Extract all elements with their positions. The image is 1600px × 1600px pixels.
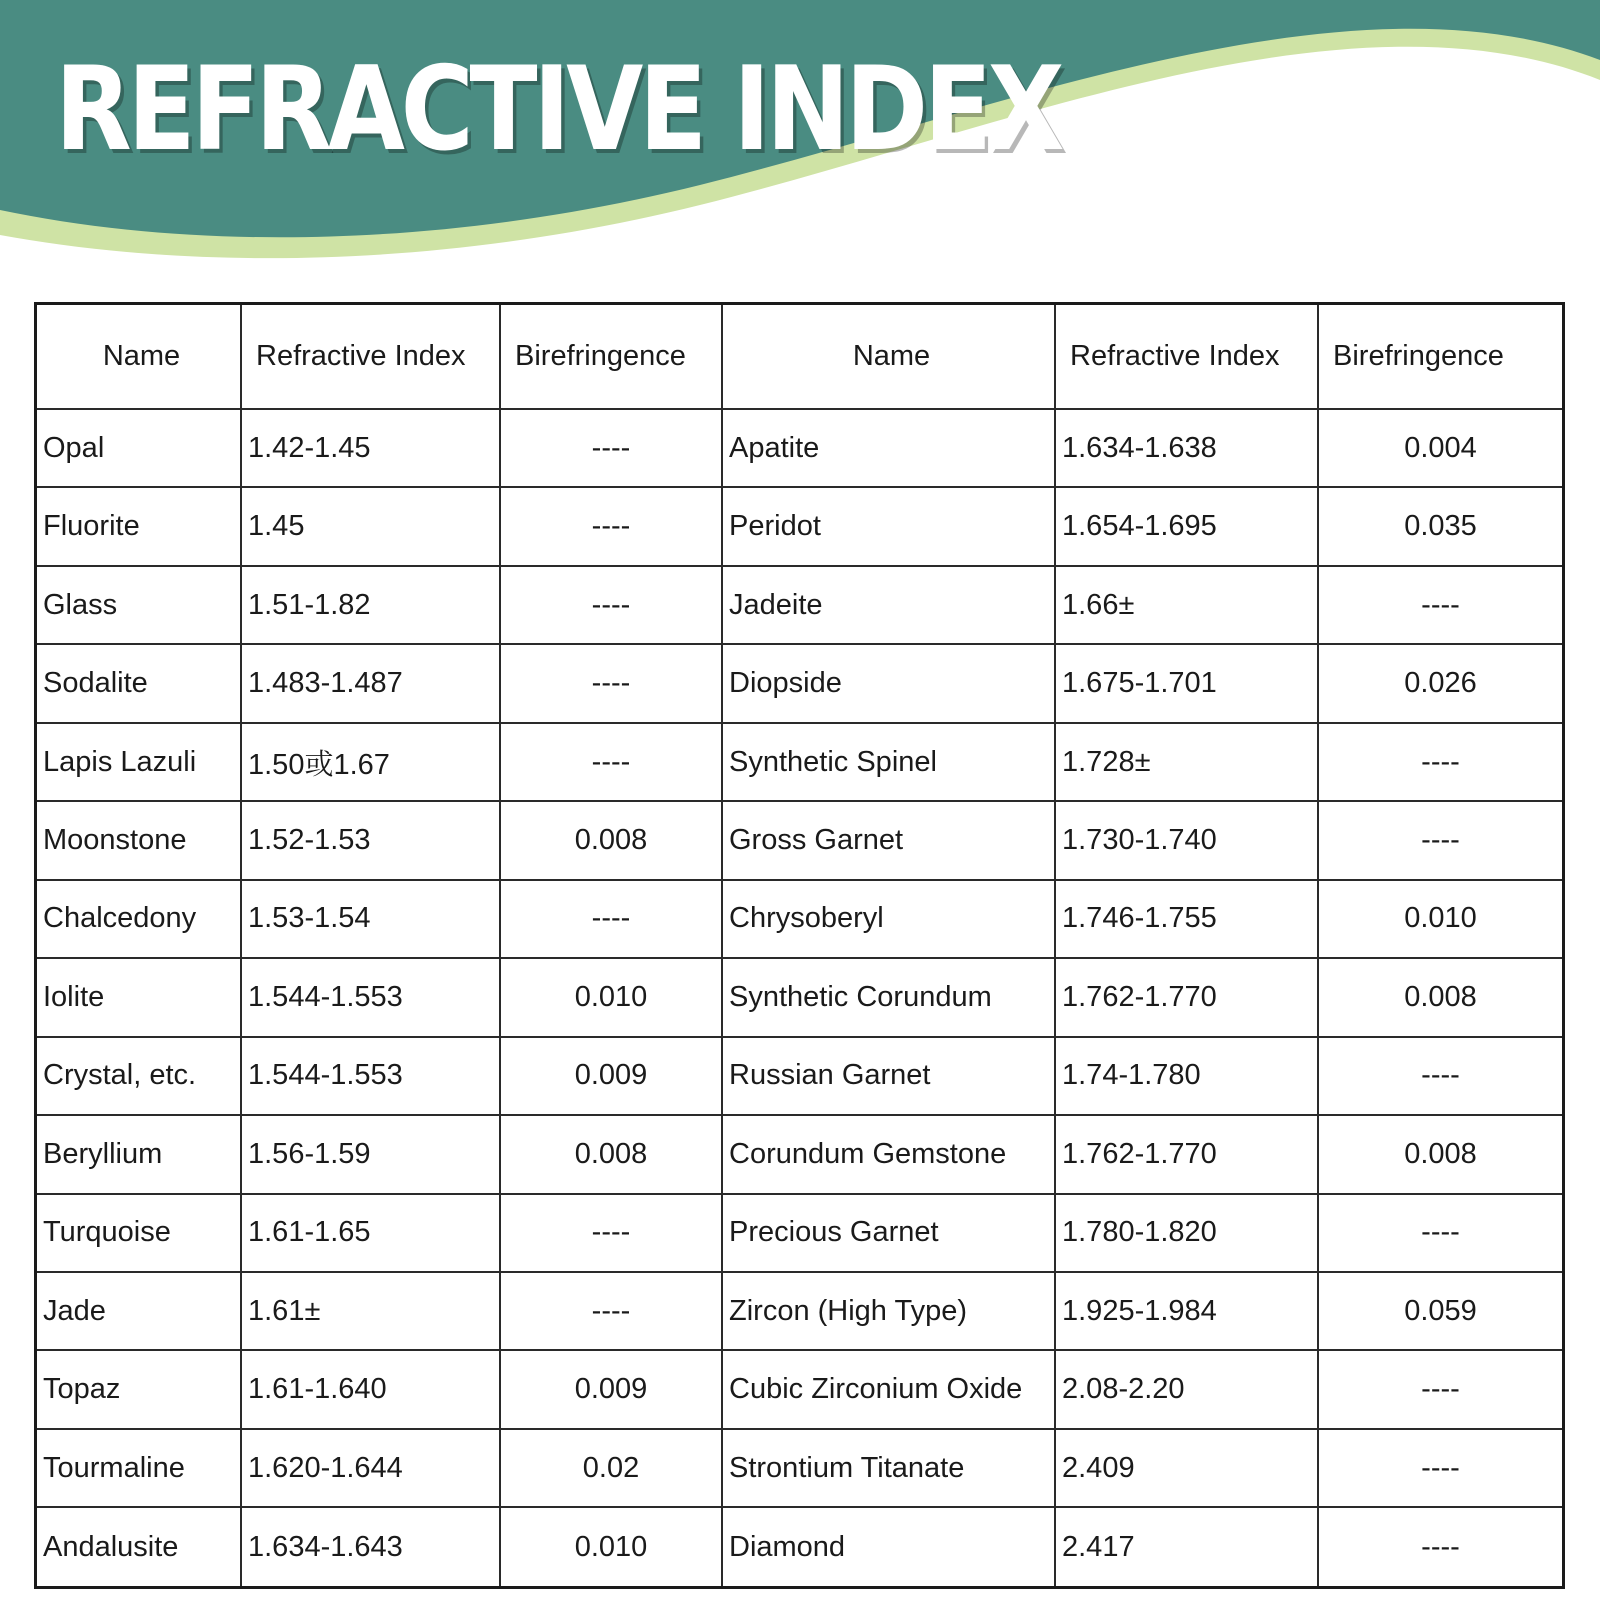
cell-name: Turquoise (37, 1194, 241, 1272)
cell-refractive-index: 1.634-1.638 (1055, 409, 1318, 487)
cell-name: Gross Garnet (722, 801, 1055, 879)
cell-birefringence: 0.008 (500, 801, 722, 879)
cell-refractive-index: 1.675-1.701 (1055, 644, 1318, 722)
cell-name: Chrysoberyl (722, 880, 1055, 958)
cell-refractive-index: 1.45 (241, 487, 500, 565)
table-row (37, 1350, 1562, 1428)
page-title: REFRACTIVE INDEX (55, 42, 1061, 177)
table-row (37, 409, 1562, 487)
cell-refractive-index: 2.409 (1055, 1429, 1318, 1507)
cell-refractive-index: 1.52-1.53 (241, 801, 500, 879)
cell-refractive-index: 1.61± (241, 1272, 500, 1350)
cell-name: Precious Garnet (722, 1194, 1055, 1272)
table-row (37, 487, 1562, 565)
cell-refractive-index: 1.762-1.770 (1055, 958, 1318, 1036)
cell-refractive-index: 1.925-1.984 (1055, 1272, 1318, 1350)
cell-birefringence: ---- (1318, 723, 1562, 801)
cell-name: Lapis Lazuli (37, 723, 241, 801)
cell-birefringence: ---- (500, 409, 722, 487)
cell-refractive-index: 1.544-1.553 (241, 958, 500, 1036)
column-header-name: Name (722, 305, 1055, 409)
cell-refractive-index: 1.730-1.740 (1055, 801, 1318, 879)
cell-birefringence: 0.008 (500, 1115, 722, 1193)
cell-refractive-index: 1.728± (1055, 723, 1318, 801)
cell-refractive-index: 1.42-1.45 (241, 409, 500, 487)
cell-name: Cubic Zirconium Oxide (722, 1350, 1055, 1428)
table-row (37, 644, 1562, 722)
column-header-refractive-index: Refractive Index (1055, 305, 1318, 409)
column-header-name: Name (37, 305, 241, 409)
cell-name: Iolite (37, 958, 241, 1036)
cell-refractive-index: 1.61-1.65 (241, 1194, 500, 1272)
cell-name: Crystal, etc. (37, 1037, 241, 1115)
cell-name: Jadeite (722, 566, 1055, 644)
cell-birefringence: 0.008 (1318, 1115, 1562, 1193)
cell-refractive-index: 1.544-1.553 (241, 1037, 500, 1115)
cell-birefringence: ---- (500, 644, 722, 722)
cell-refractive-index: 1.654-1.695 (1055, 487, 1318, 565)
table-row (37, 566, 1562, 644)
cell-birefringence: ---- (1318, 566, 1562, 644)
column-header-refractive-index: Refractive Index (241, 305, 500, 409)
data-table (37, 305, 1562, 1586)
cell-refractive-index: 1.53-1.54 (241, 880, 500, 958)
cell-birefringence: ---- (500, 880, 722, 958)
column-header-birefringence: Birefringence (1318, 305, 1562, 409)
table-header-row (37, 305, 1562, 409)
cell-birefringence: ---- (1318, 1507, 1562, 1586)
cell-name: Synthetic Corundum (722, 958, 1055, 1036)
cell-name: Fluorite (37, 487, 241, 565)
cell-refractive-index: 2.08-2.20 (1055, 1350, 1318, 1428)
cell-refractive-index: 1.746-1.755 (1055, 880, 1318, 958)
cell-birefringence: 0.004 (1318, 409, 1562, 487)
cell-birefringence: 0.009 (500, 1350, 722, 1428)
cell-name: Diopside (722, 644, 1055, 722)
cell-birefringence: ---- (500, 487, 722, 565)
cell-birefringence: ---- (1318, 1037, 1562, 1115)
cell-birefringence: 0.009 (500, 1037, 722, 1115)
cell-birefringence: ---- (500, 1272, 722, 1350)
table-row (37, 1037, 1562, 1115)
cell-birefringence: 0.008 (1318, 958, 1562, 1036)
cell-name: Tourmaline (37, 1429, 241, 1507)
table-row (37, 1272, 1562, 1350)
cell-refractive-index: 1.74-1.780 (1055, 1037, 1318, 1115)
cell-name: Jade (37, 1272, 241, 1350)
cell-name: Sodalite (37, 644, 241, 722)
cell-refractive-index: 1.620-1.644 (241, 1429, 500, 1507)
cell-name: Chalcedony (37, 880, 241, 958)
cell-birefringence: ---- (1318, 801, 1562, 879)
cell-refractive-index: 1.483-1.487 (241, 644, 500, 722)
cell-name: Andalusite (37, 1507, 241, 1586)
cell-name: Russian Garnet (722, 1037, 1055, 1115)
cell-refractive-index: 1.50或1.67 (241, 723, 500, 801)
column-header-birefringence: Birefringence (500, 305, 722, 409)
table-row (37, 958, 1562, 1036)
cell-refractive-index: 1.780-1.820 (1055, 1194, 1318, 1272)
cell-birefringence: ---- (500, 1194, 722, 1272)
cell-birefringence: ---- (1318, 1350, 1562, 1428)
cell-name: Corundum Gemstone (722, 1115, 1055, 1193)
cell-birefringence: 0.010 (1318, 880, 1562, 958)
cell-birefringence: ---- (500, 566, 722, 644)
table-row (37, 1115, 1562, 1193)
refractive-index-table (34, 302, 1565, 1589)
cell-name: Topaz (37, 1350, 241, 1428)
cell-name: Peridot (722, 487, 1055, 565)
cell-name: Zircon (High Type) (722, 1272, 1055, 1350)
cell-name: Strontium Titanate (722, 1429, 1055, 1507)
cell-name: Opal (37, 409, 241, 487)
cell-name: Diamond (722, 1507, 1055, 1586)
table-row (37, 880, 1562, 958)
table-body (37, 409, 1562, 1586)
cell-birefringence: ---- (500, 723, 722, 801)
cell-refractive-index: 1.66± (1055, 566, 1318, 644)
cell-birefringence: 0.010 (500, 958, 722, 1036)
table-row (37, 723, 1562, 801)
cell-name: Apatite (722, 409, 1055, 487)
cell-name: Beryllium (37, 1115, 241, 1193)
cell-refractive-index: 1.634-1.643 (241, 1507, 500, 1586)
cell-birefringence: 0.010 (500, 1507, 722, 1586)
cell-refractive-index: 1.56-1.59 (241, 1115, 500, 1193)
cell-refractive-index: 2.417 (1055, 1507, 1318, 1586)
cell-refractive-index: 1.61-1.640 (241, 1350, 500, 1428)
cell-birefringence: 0.059 (1318, 1272, 1562, 1350)
cell-birefringence: 0.026 (1318, 644, 1562, 722)
table-row (37, 1429, 1562, 1507)
table-row (37, 1507, 1562, 1586)
cell-refractive-index: 1.51-1.82 (241, 566, 500, 644)
cell-birefringence: ---- (1318, 1429, 1562, 1507)
cell-name: Moonstone (37, 801, 241, 879)
table-row (37, 1194, 1562, 1272)
cell-birefringence: 0.02 (500, 1429, 722, 1507)
cell-birefringence: ---- (1318, 1194, 1562, 1272)
table-row (37, 801, 1562, 879)
cell-birefringence: 0.035 (1318, 487, 1562, 565)
cell-name: Synthetic Spinel (722, 723, 1055, 801)
cell-name: Glass (37, 566, 241, 644)
cell-refractive-index: 1.762-1.770 (1055, 1115, 1318, 1193)
